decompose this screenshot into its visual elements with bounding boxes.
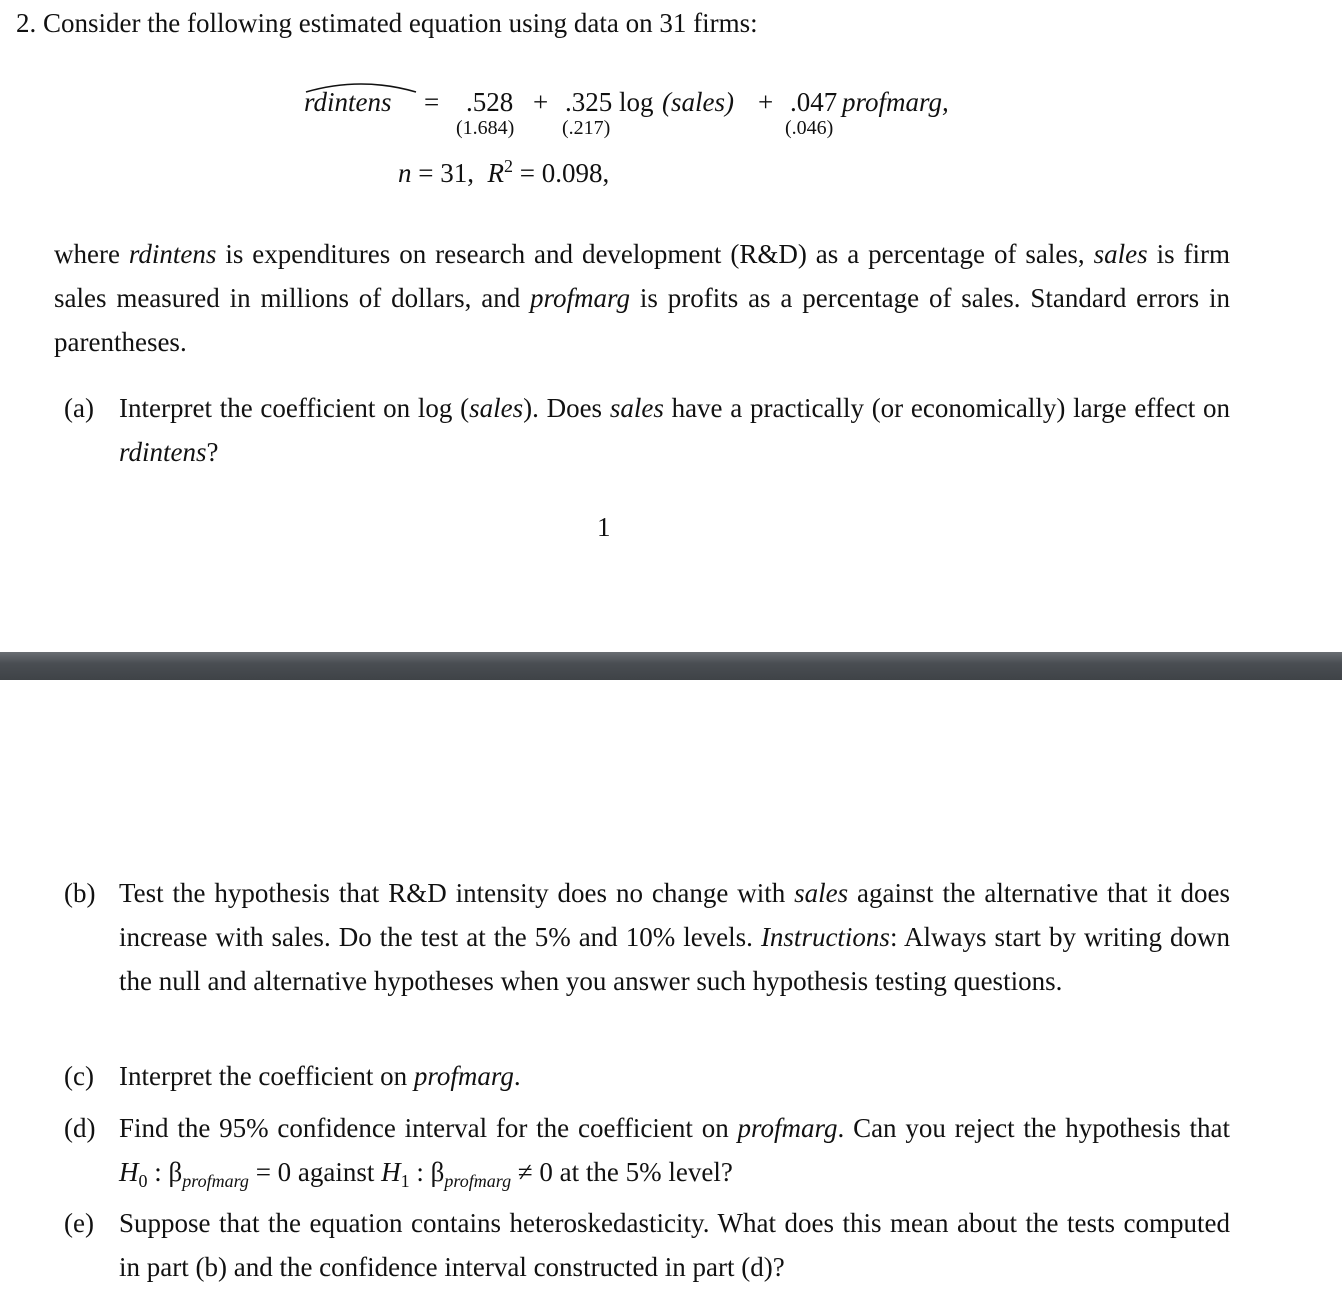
page-number: 1 [597, 512, 611, 542]
equation-profmarg-term: profmarg, [842, 87, 949, 117]
var-sales: sales [1093, 239, 1148, 269]
stats-r-exp: 2 [503, 156, 513, 176]
stats-r-value: = 0.098, [519, 158, 610, 188]
se-sales: (.217) [562, 117, 611, 139]
equation-equals: = [424, 87, 440, 117]
se-intercept: (1.684) [456, 117, 515, 139]
part-a-label: (a) [64, 393, 94, 423]
equation-plus-2: + [758, 87, 774, 117]
stats-n: n [398, 158, 412, 188]
question-number: 2. [16, 8, 37, 38]
part-d [64, 1106, 1230, 1194]
equation-coef-profmarg: .047 [790, 87, 838, 117]
equation-plus-1: + [533, 87, 549, 117]
part-e-text: Suppose that the equation contains heteroskedasticity. What does this mean about the tests computed in part (b) and the confidence interval constructed in part (d)? [119, 1208, 1230, 1282]
equation-sales-arg: (sales) [662, 87, 734, 117]
part-e-label: (e) [64, 1208, 94, 1238]
part-b [64, 871, 1230, 1003]
question-header [16, 8, 758, 39]
se-profmarg: (.046) [785, 117, 834, 139]
part-b-label: (b) [64, 878, 96, 908]
equation-lhs: rdintens [304, 87, 392, 117]
var-profmarg: profmarg [530, 283, 631, 313]
equation-intercept: .528 [466, 87, 514, 117]
part-a-text: Interpret the coefficient on log (sales). Does sales have a practically (or economically) large effect on rdintens? [119, 393, 1231, 467]
part-c-text: Interpret the coefficient on profmarg. [119, 1061, 521, 1091]
part-d-text: Find the 95% confidence interval for the coefficient on profmarg. Can you reject the hypothesis that $H_0$ : $\beta_{profmarg} = 0$ against $H_1$ : $\beta_{profmarg} \ne 0$ at the 5% level? [119, 1113, 1230, 1191]
page-divider [0, 652, 1342, 680]
question-intro: Consider the following estimated equation using data on 31 firms: [43, 8, 758, 38]
part-c-label: (c) [64, 1061, 94, 1091]
stats-r: R [487, 158, 504, 188]
equation-stats [398, 158, 609, 189]
description-paragraph: where rdintens is expenditures on research and development (R&D) as a percentage of sales, sales is firm sales measured in millions of dollars, and profmarg is profits as a percentage of sales. Standard errors in parentheses. [54, 239, 1231, 357]
part-b-text: Test the hypothesis that R&D intensity does no change with sales against the alternative that it does increase with sales. Do the test at the 5% and 10% levels. Instructions: Always start by writing down the null and alternative hypotheses when you answer such hypothesis testing questions. [119, 878, 1230, 996]
part-a [64, 386, 1230, 474]
part-c [64, 1054, 1230, 1098]
stats-n-value: = 31, [418, 158, 474, 188]
equation-coef-sales: .325 [565, 87, 613, 117]
var-rdintens: rdintens [128, 239, 217, 269]
part-e [64, 1201, 1230, 1289]
equation-log: log [619, 87, 654, 117]
part-d-label: (d) [64, 1113, 96, 1143]
